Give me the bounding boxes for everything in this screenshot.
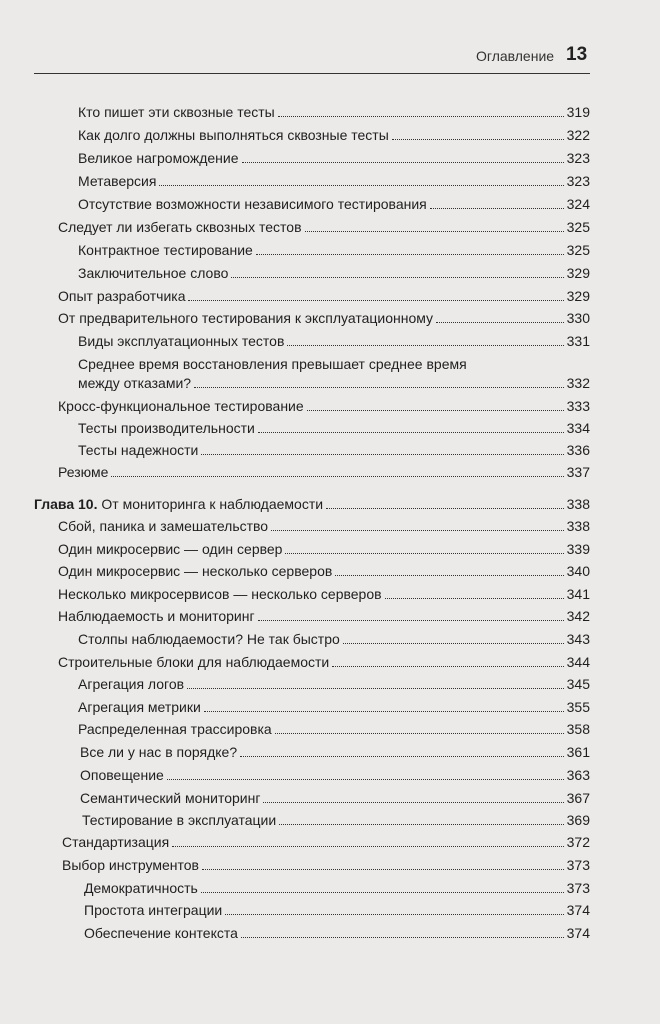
toc-entry[interactable] — [58, 397, 590, 415]
toc-entry[interactable] — [80, 766, 590, 784]
toc-entry-page: 358 — [566, 721, 590, 737]
header-rule — [34, 73, 590, 74]
toc-entry-page: 336 — [566, 442, 590, 458]
dot-leader — [202, 869, 564, 870]
toc-entry-page: 338 — [566, 496, 590, 512]
toc-entry-page: 330 — [566, 310, 590, 326]
toc-entry[interactable] — [84, 924, 590, 942]
dot-leader — [256, 254, 564, 255]
toc-entry[interactable] — [78, 241, 590, 259]
toc-entry-page: 374 — [566, 925, 590, 941]
toc-entry-title: Тесты производительности — [78, 420, 255, 436]
toc-entry-page: 374 — [566, 902, 590, 918]
toc-entry-title: Агрегация метрики — [78, 699, 201, 715]
toc-entry-title: Резюме — [58, 464, 109, 480]
dot-leader — [326, 508, 564, 509]
toc-entry-page: 332 — [566, 375, 590, 391]
toc-entry[interactable] — [80, 743, 590, 761]
toc-entry-page: 333 — [566, 398, 590, 414]
toc-entry[interactable] — [58, 309, 590, 327]
toc-entry-page: 319 — [566, 104, 590, 120]
toc-entry-title: Строительные блоки для наблюдаемости — [58, 654, 330, 670]
toc-entry[interactable] — [78, 675, 590, 693]
dot-leader — [436, 322, 564, 323]
toc-entry[interactable] — [58, 287, 590, 305]
toc-entry-title: Простота интеграции — [84, 902, 223, 918]
toc-entry-page: 344 — [566, 654, 590, 670]
toc-entry[interactable] — [78, 441, 590, 459]
toc-entry[interactable] — [58, 517, 590, 535]
dot-leader — [275, 733, 564, 734]
toc-entry-page: 361 — [566, 744, 590, 760]
toc-entry-title: Стандартизация — [62, 834, 170, 850]
toc-chapter-entry[interactable] — [34, 495, 590, 513]
toc-entry[interactable] — [84, 901, 590, 919]
dot-leader — [204, 711, 564, 712]
dot-leader — [285, 553, 563, 554]
toc-entry-page: 329 — [566, 265, 590, 281]
dot-leader — [111, 476, 563, 477]
toc-entry-page: 340 — [566, 563, 590, 579]
toc-entry-title: Агрегация логов — [78, 676, 185, 692]
page-number: 13 — [566, 44, 588, 65]
dot-leader — [172, 846, 563, 847]
toc-entry-title: От предварительного тестирования к эксплуатационному — [58, 310, 434, 326]
toc-entry[interactable] — [78, 195, 590, 213]
toc-entry-title: Выбор инструментов — [62, 857, 199, 873]
toc-entry[interactable] — [78, 698, 590, 716]
running-header-title: Оглавление — [476, 48, 555, 64]
toc-entry[interactable] — [78, 720, 590, 738]
toc-entry-page: 345 — [566, 676, 590, 692]
dot-leader — [187, 688, 564, 689]
toc-entry[interactable] — [78, 172, 590, 190]
toc-entry-title: Оповещение — [80, 767, 164, 783]
toc-entry[interactable] — [58, 562, 590, 580]
toc-entry-page: 369 — [566, 812, 590, 828]
toc-entry-title: Метаверсия — [78, 173, 157, 189]
toc-entry-title: Следует ли избегать сквозных тестов — [58, 219, 302, 235]
toc-entry-title: Великое нагромождение — [78, 150, 239, 166]
dot-leader — [279, 824, 563, 825]
toc-entry-page: 339 — [566, 541, 590, 557]
dot-leader — [159, 185, 563, 186]
toc-entry-title: Кросс-функциональное тестирование — [58, 398, 304, 414]
dot-leader — [430, 208, 564, 209]
dot-leader — [278, 116, 564, 117]
toc-entry-title: Обеспечение контекста — [84, 925, 238, 941]
toc-entry-title: Заключительное слово — [78, 265, 229, 281]
toc-entry[interactable] — [58, 653, 590, 671]
dot-leader — [241, 937, 564, 938]
toc-entry-title: Несколько микросервисов — несколько серверов — [58, 586, 382, 602]
toc-entry-page: 324 — [566, 196, 590, 212]
dot-leader — [335, 575, 563, 576]
toc-entry-title: Столпы наблюдаемости? Не так быстро — [78, 631, 340, 647]
toc-entry[interactable] — [58, 218, 590, 236]
toc-entry-title: Один микросервис — несколько серверов — [58, 563, 333, 579]
dot-leader — [201, 454, 563, 455]
toc-entry-title: Семантический мониторинг — [80, 790, 261, 806]
toc-entry-page: 341 — [566, 586, 590, 602]
dot-leader — [332, 666, 563, 667]
toc-entry[interactable] — [78, 332, 590, 350]
toc-entry[interactable] — [78, 126, 590, 144]
chapter-label: Глава 10. — [34, 496, 98, 512]
toc-entry-title: Наблюдаемость и мониторинг — [58, 608, 255, 624]
toc-entry-page: 323 — [566, 173, 590, 189]
toc-entry[interactable] — [78, 374, 590, 392]
toc-entry-title: Кто пишет эти сквозные тесты — [78, 104, 275, 120]
toc-entry[interactable] — [78, 149, 590, 167]
toc-entry-title: Как долго должны выполняться сквозные тесты — [78, 127, 389, 143]
toc-entry-page: 373 — [566, 880, 590, 896]
toc-entry[interactable] — [58, 585, 590, 603]
toc-entry-page: 373 — [566, 857, 590, 873]
toc-entry-page: 342 — [566, 608, 590, 624]
toc-entry-page: 355 — [566, 699, 590, 715]
dot-leader — [385, 598, 564, 599]
toc-entry-page: 329 — [566, 288, 590, 304]
toc-entry[interactable] — [62, 856, 590, 874]
toc-entry-page: 372 — [566, 834, 590, 850]
toc-entry-title: Демократичность — [84, 880, 198, 896]
dot-leader — [240, 756, 564, 757]
toc-entry-title: Отсутствие возможности независимого тестирования — [78, 196, 427, 212]
toc-entry-page: 363 — [566, 767, 590, 783]
toc-entry-title: Контрактное тестирование — [78, 242, 253, 258]
dot-leader — [258, 620, 564, 621]
toc-entry[interactable] — [84, 879, 590, 897]
toc-entry[interactable] — [80, 789, 590, 807]
toc-entry-page: 325 — [566, 242, 590, 258]
dot-leader — [307, 410, 564, 411]
toc-entry-page: 322 — [566, 127, 590, 143]
toc-entry-page: 337 — [566, 464, 590, 480]
dot-leader — [287, 345, 563, 346]
toc-entry-title: От мониторинга к наблюдаемости — [101, 496, 324, 512]
toc-entry-page: 367 — [566, 790, 590, 806]
dot-leader — [258, 432, 564, 433]
dot-leader — [392, 139, 564, 140]
toc-entry[interactable] — [82, 811, 590, 829]
toc-entry-page: 343 — [566, 631, 590, 647]
toc-entry[interactable] — [58, 607, 590, 625]
toc-entry-title-line1: Среднее время восстановления превышает среднее время — [78, 356, 467, 372]
dot-leader — [188, 300, 563, 301]
toc-entry-title: Один микросервис — один сервер — [58, 541, 283, 557]
toc-entry-title: Виды эксплуатационных тестов — [78, 333, 285, 349]
dot-leader — [305, 231, 564, 232]
toc-entry[interactable] — [58, 463, 590, 481]
toc-entry-title: Тестирование в эксплуатации — [82, 812, 277, 828]
toc-entry-title: Опыт разработчика — [58, 288, 186, 304]
toc-entry[interactable] — [78, 103, 590, 121]
dot-leader — [343, 643, 564, 644]
dot-leader — [225, 914, 563, 915]
toc-entry-title-line2: между отказами? — [78, 375, 192, 391]
toc-entry-page: 331 — [566, 333, 590, 349]
toc-entry-title: Все ли у нас в порядке? — [80, 744, 238, 760]
dot-leader — [194, 387, 564, 388]
dot-leader — [242, 162, 564, 163]
dot-leader — [263, 802, 563, 803]
toc-entry[interactable] — [62, 833, 590, 851]
toc-entry-page: 338 — [566, 518, 590, 534]
toc-entry-page: 325 — [566, 219, 590, 235]
dot-leader — [201, 892, 564, 893]
dot-leader — [167, 779, 564, 780]
dot-leader — [271, 530, 564, 531]
toc-entry[interactable] — [78, 630, 590, 648]
toc-entry[interactable] — [58, 540, 590, 558]
toc-entry[interactable] — [78, 264, 590, 282]
toc-entry-page: 334 — [566, 420, 590, 436]
toc-entry-title: Сбой, паника и замешательство — [58, 518, 269, 534]
toc-entry[interactable] — [78, 419, 590, 437]
toc-entry-title: Тесты надежности — [78, 442, 199, 458]
toc-entry-page: 323 — [566, 150, 590, 166]
toc-entry-title: Распределенная трассировка — [78, 721, 272, 737]
dot-leader — [231, 277, 563, 278]
